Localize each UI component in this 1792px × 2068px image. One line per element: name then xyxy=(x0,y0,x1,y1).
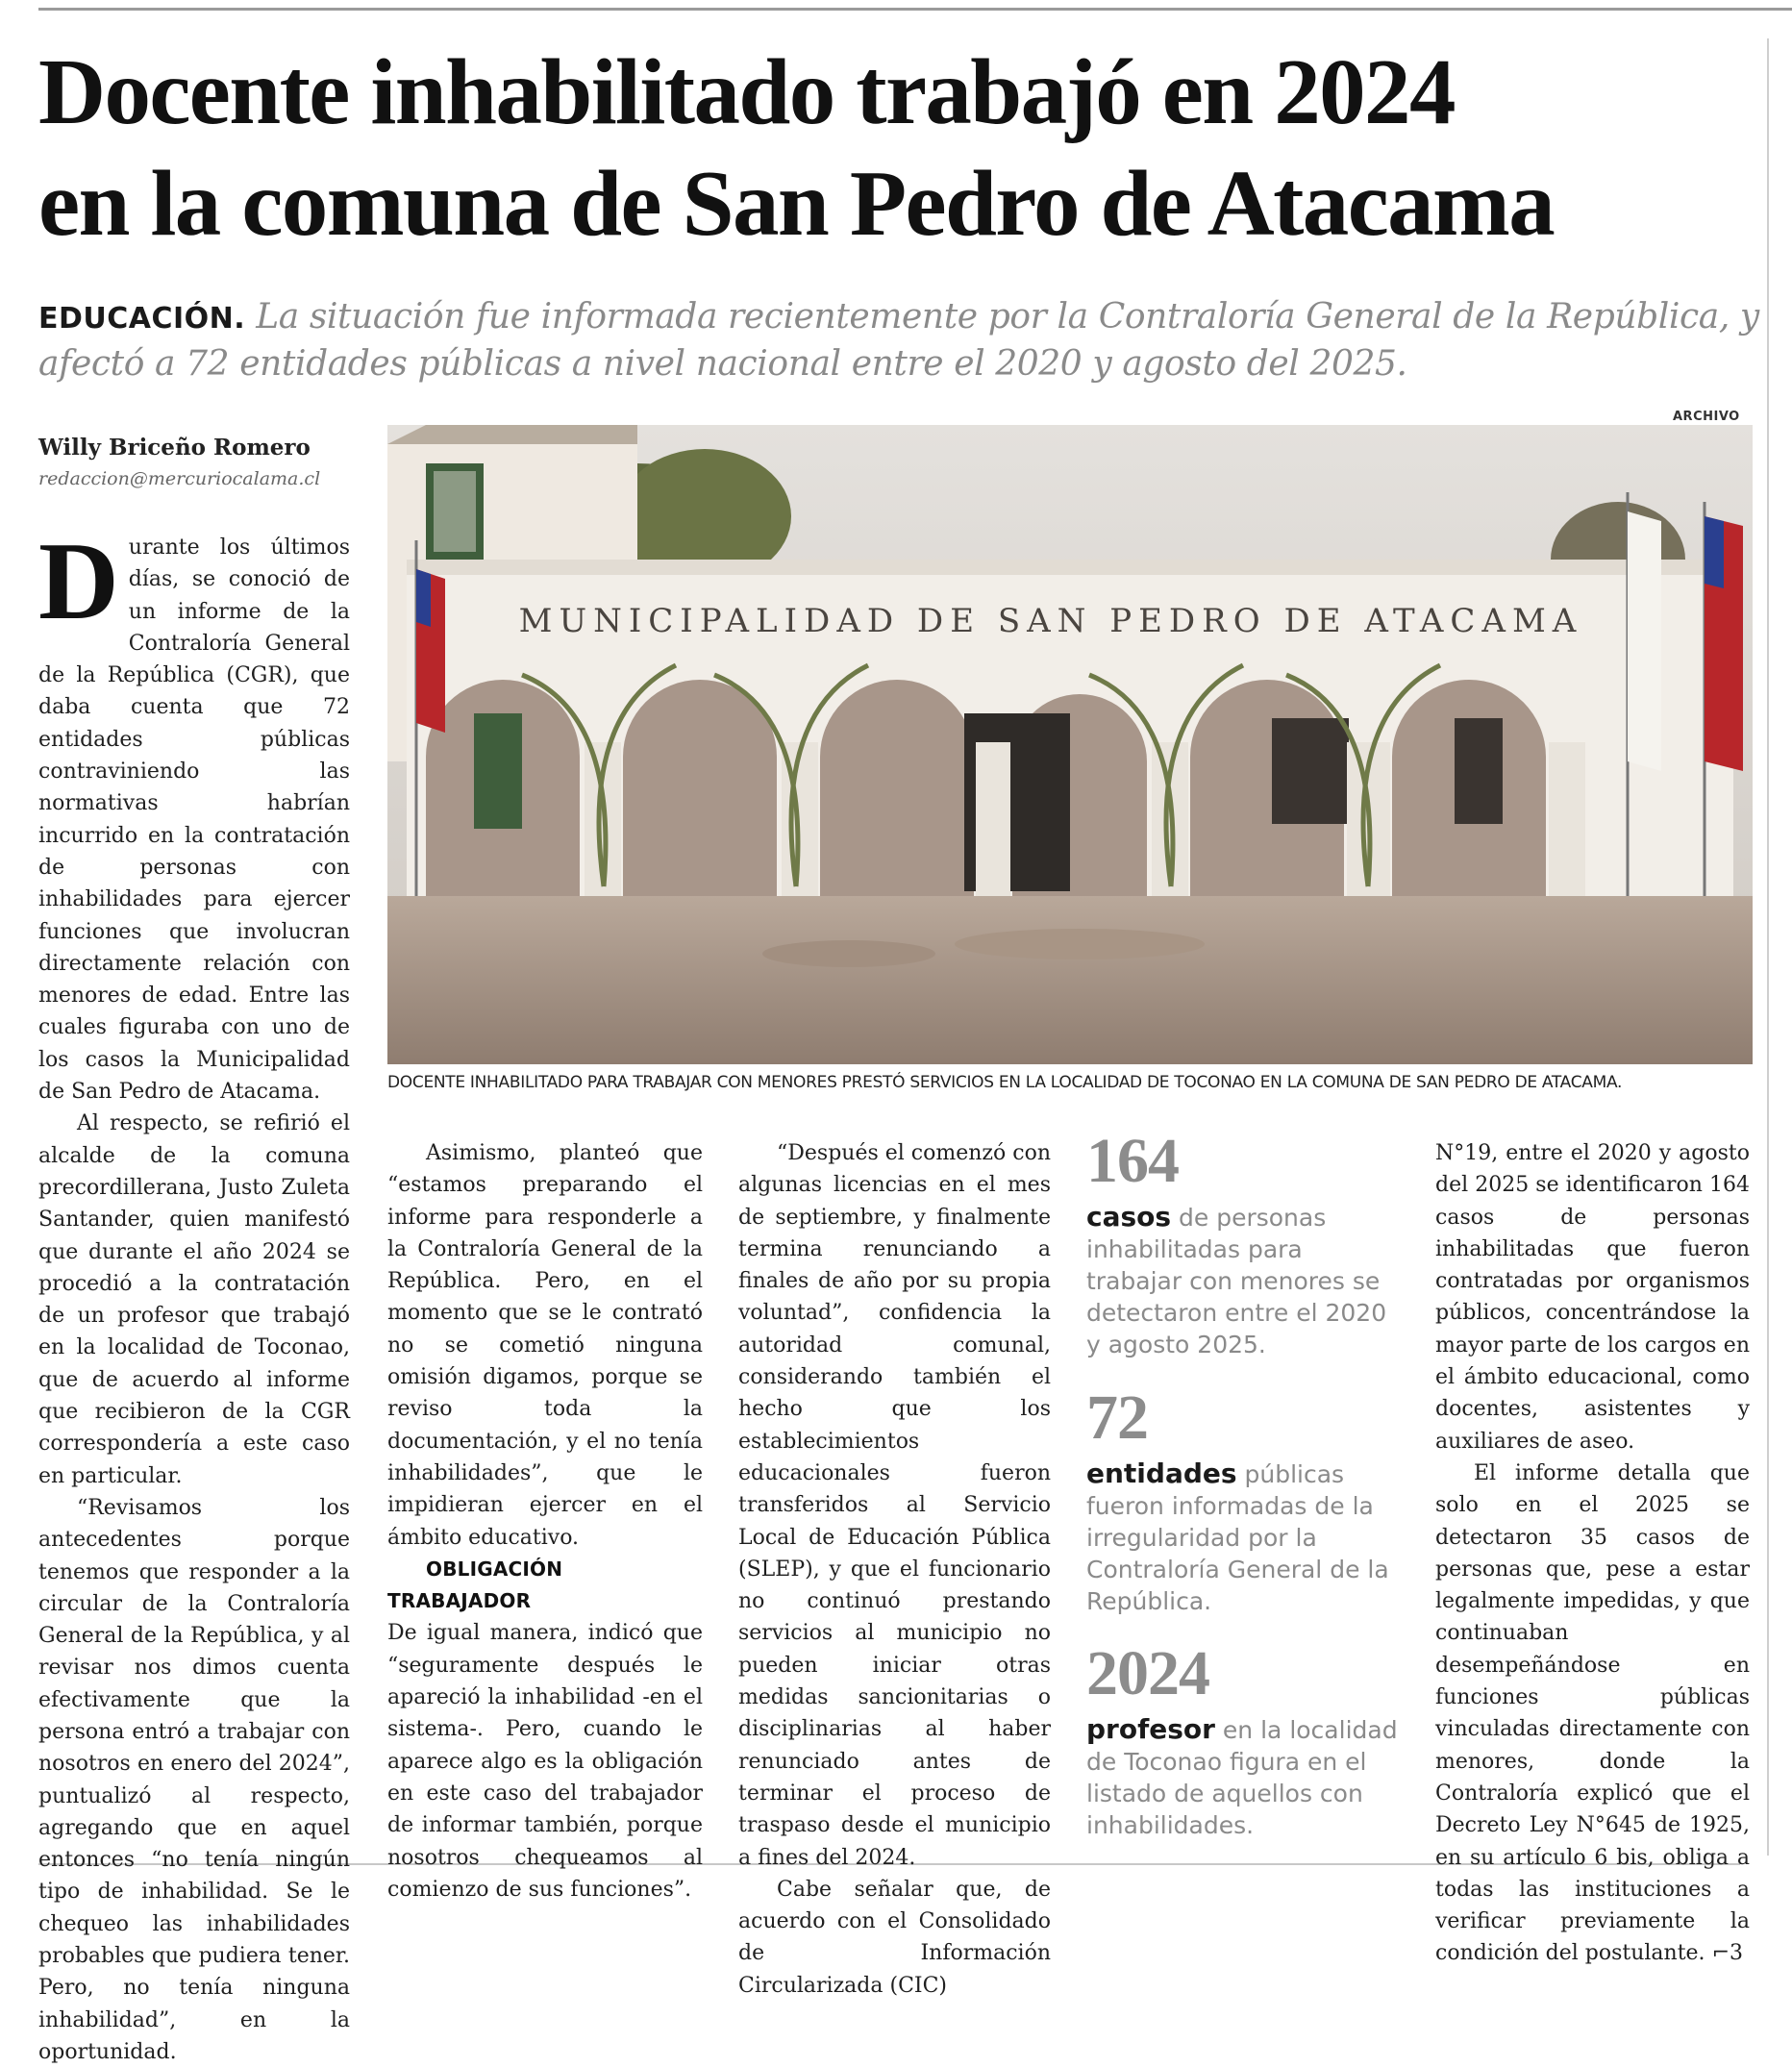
article-paragraph xyxy=(1435,1458,1750,1970)
right-rule xyxy=(1767,38,1769,1856)
paragraph-text: urante los últimos días, se conoció de un informe de la Contraloría General de la República (CGR), que daba cuenta que 72 entidades públicas contraviniendo las normativas habrían incurrido en la contratación de personas con inhabilidades para ejercer funciones que involucran directamente relación con menores de edad. Entre las cuales figuraba con uno de los casos la Municipalidad de San Pedro de Atacama. xyxy=(38,536,350,1105)
stat-box-2024 xyxy=(1086,1638,1404,1841)
article-column-5 xyxy=(1435,1137,1750,1970)
author-email: redaccion@mercuriocalama.cl xyxy=(38,468,321,489)
article-paragraph: Asimismo, planteó que “estamos preparando el informe para responderle a la Contraloría General de la República. Pero, en el momento que se le contrató no se cometió ninguna omisión digamos, porque se reviso toda la documentación, y el no tenía inhabilidades”, que le impidieran ejercer en el ámbito educativo. xyxy=(387,1141,703,1550)
article-paragraph: N°19, entre el 2020 y agosto del 2025 se identificaron 164 casos de personas inhabilitadas que fueron contratadas por organismos públicos, concentrándose la mayor parte de los cargos en el ámbito educacional, como docentes, asistentes y auxiliares de aseo. xyxy=(1435,1141,1750,1454)
article-column-3 xyxy=(738,1137,1051,2002)
author-name: Willy Briceño Romero xyxy=(38,435,311,461)
article-subhead: OBLIGACIÓN TRABAJADOR xyxy=(387,1557,563,1613)
stat-lead: entidades xyxy=(1086,1458,1237,1489)
drop-cap: D xyxy=(38,520,119,643)
municipality-building-illustration xyxy=(387,425,1753,1064)
building-sign: MUNICIPALIDAD DE SAN PEDRO DE ATACAMA xyxy=(518,602,1583,640)
stat-description xyxy=(1086,1713,1404,1841)
deck-text-1: La situación fue informada recientemente por la Contraloría General de la República, y xyxy=(256,297,1759,336)
top-rule xyxy=(38,8,1792,11)
end-mark: ⌐3 xyxy=(1711,1941,1743,1966)
headline xyxy=(38,37,1759,260)
article-column-2 xyxy=(387,1137,703,1906)
stat-text: públicas fueron informadas de la irregularidad por la Contraloría General de la República. xyxy=(1086,1460,1389,1615)
stat-lead: casos xyxy=(1086,1201,1172,1233)
article-paragraph xyxy=(38,520,350,1108)
article-paragraph: “Revisamos los antecedentes porque tenemos que responder a la circular de la Contraloría General de la República, y al revisar nos dimos cuenta efectivamente que la persona entró a trabajar con nosotros en enero del 2024”, puntualizó al respecto, agregando que en aquel entonces “no tenía ningún tipo de inhabilidad. Se le chequeo las inhabilidades probables que pudiera tener. Pero, no tenía ninguna inhabilidad”, en la oportunidad. xyxy=(38,1495,350,2064)
stat-description xyxy=(1086,1201,1404,1360)
headline-line-2: en la comuna de San Pedro de Atacama xyxy=(38,152,1555,255)
section-kicker: EDUCACIÓN. xyxy=(38,302,246,336)
paragraph-text: El informe detalla que solo en el 2025 se detectaron 35 casos de personas que, pese a estar legalmente impedidas, y que continuaban desempeñándose en funciones públicas vinculadas directamente con menores, donde la Contraloría explicó que el Decreto Ley N°645 de 1925, en su artículo 6 bis, obliga a todas las instituciones a verificar previamente la condición del postulante. xyxy=(1435,1460,1750,1966)
deck-line-2: afectó a 72 entidades públicas a nivel nacional entre el 2020 y agosto del 2025. xyxy=(38,344,1407,384)
headline-line-1: Docente inhabilitado trabajó en 2024 xyxy=(38,40,1455,143)
stat-text: de personas inhabilitadas para trabajar con menores se detectaron entre el 2020 y agosto 2025. xyxy=(1086,1204,1387,1358)
photo-caption: DOCENTE INHABILITADO PARA TRABAJAR CON MENORES PRESTÓ SERVICIOS EN LA LOCALIDAD DE TOCONAO EN LA COMUNA DE SAN PEDRO DE ATACAMA. xyxy=(387,1073,1623,1092)
stat-box-72 xyxy=(1086,1383,1404,1617)
article-paragraph: “Después el comenzó con algunas licencias en el mes de septiembre, y finalmente termina renunciando a finales de año por su propia voluntad”, confidencia la autoridad comunal, considerando también el hecho que los establecimientos educacionales fueron transferidos al Servicio Local de Educación Pública (SLEP), y que el funcionario no continuó prestando servicios al municipio no pueden iniciar otras medidas sancionitarias o disciplinarias al haber renunciado antes de terminar el proceso de traspaso desde el municipio a fines del 2024. xyxy=(738,1141,1051,1870)
stat-number: 2024 xyxy=(1086,1638,1209,1708)
article-paragraph: Cabe señalar que, de acuerdo con el Consolidado de Información Circularizada (CIC) xyxy=(738,1877,1051,1998)
stat-text: en la localidad de Toconao figura en el listado de aquellos con inhabilidades. xyxy=(1086,1716,1398,1839)
photo-credit: ARCHIVO xyxy=(1673,410,1740,424)
photo-municipality xyxy=(387,425,1753,1064)
stat-description xyxy=(1086,1458,1404,1617)
article-paragraph: Al respecto, se refirió el alcalde de la comuna precordillerana, Justo Zuleta Santander, quien manifestó que durante el año 2024 se procedió a la contratación de un profesor que trabajó en la localidad de Toconao, que de acuerdo al informe que recibieron de la CGR correspondería a este caso en particular. xyxy=(38,1111,350,1488)
stat-lead: profesor xyxy=(1086,1713,1215,1745)
deck-line-1 xyxy=(38,294,1759,341)
stat-number: 164 xyxy=(1086,1126,1179,1196)
deck xyxy=(38,294,1759,386)
stat-number: 72 xyxy=(1086,1383,1148,1453)
article-column-1 xyxy=(38,520,350,2068)
stat-box-164 xyxy=(1086,1126,1404,1360)
article-paragraph: De igual manera, indicó que “seguramente después le apareció la inhabilidad -en el sistema-. Pero, cuando le aparece algo es la obligación en este caso del trabajador de informar también, porque nosotros chequeamos al comienzo de sus funciones”. xyxy=(387,1621,703,1902)
